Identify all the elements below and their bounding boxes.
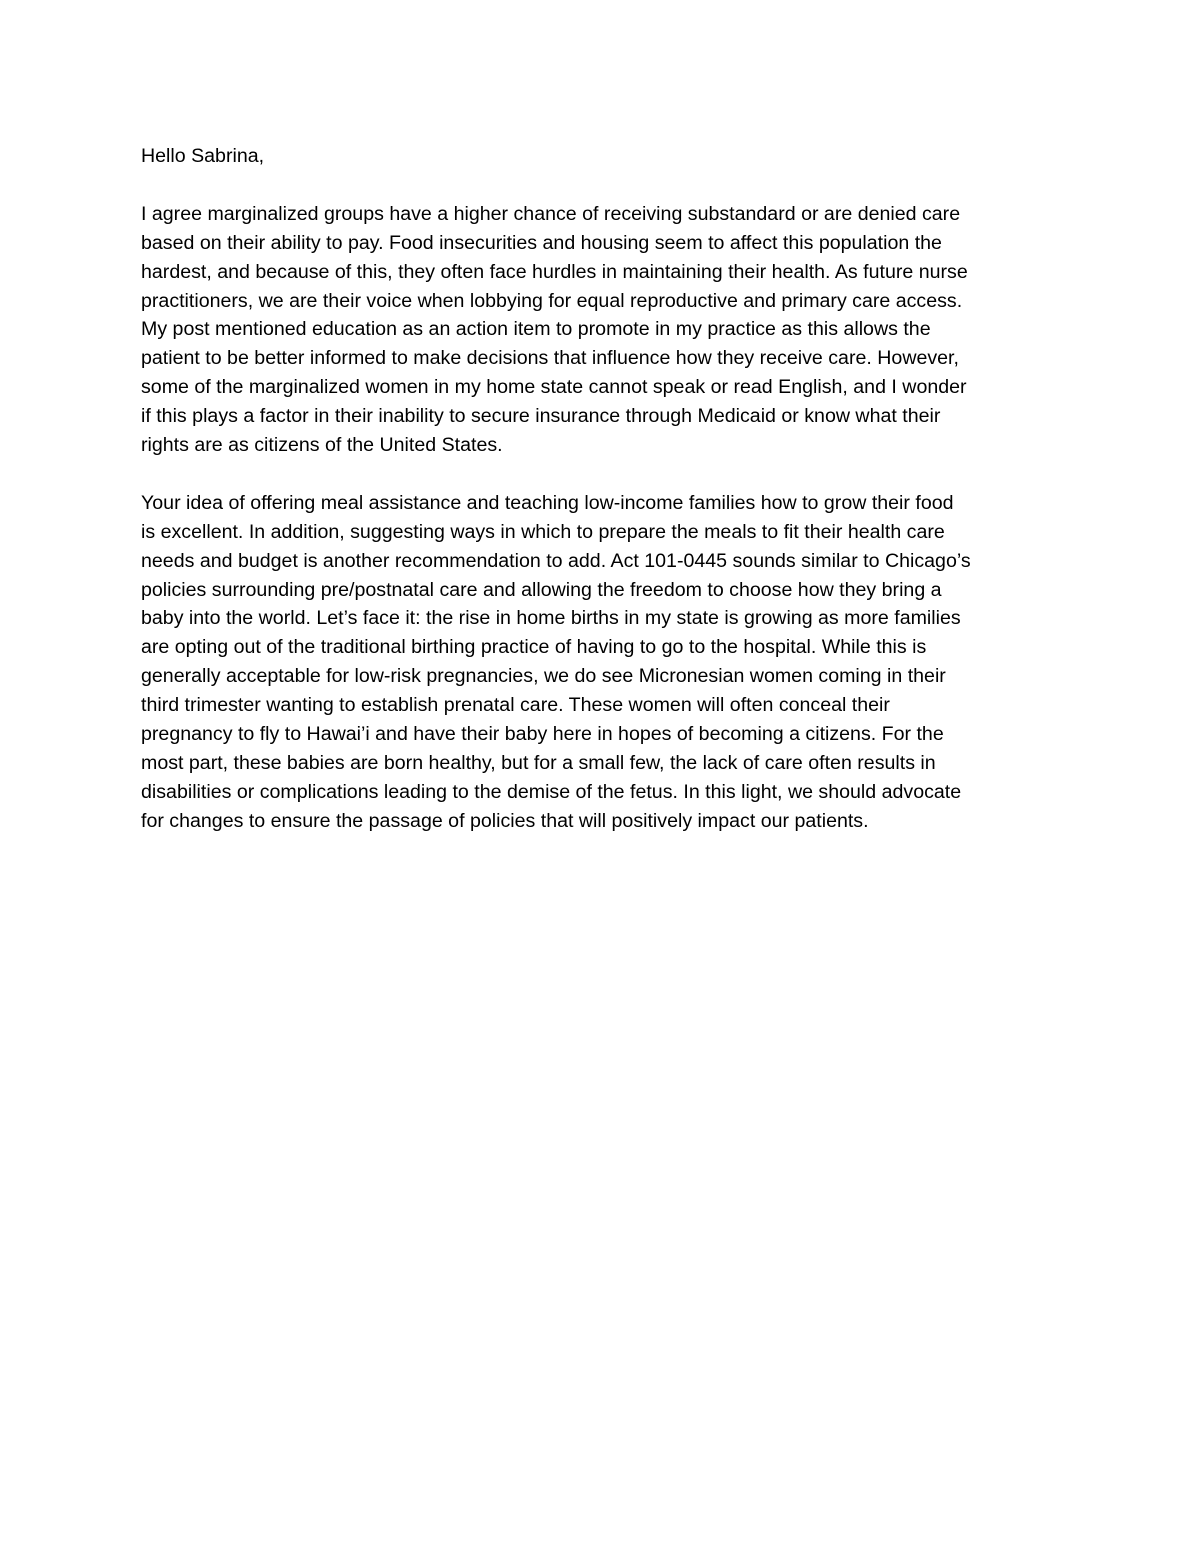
greeting-paragraph bbox=[141, 142, 1061, 171]
paragraph-1-line: practitioners, we are their voice when lobbying for equal reproductive and primary care access. bbox=[141, 289, 963, 312]
paragraph-1-line: My post mentioned education as an action item to promote in my practice as this allows the bbox=[141, 318, 931, 341]
paragraph-2-line: needs and budget is another recommendation to add. Act 101-0445 sounds similar to Chicago’s bbox=[141, 549, 971, 572]
paragraph-2-line: third trimester wanting to establish prenatal care. These women will often conceal their bbox=[141, 694, 890, 717]
paragraph-1-line: hardest, and because of this, they often face hurdles in maintaining their health. As future nurse bbox=[141, 260, 968, 283]
greeting-line: Hello Sabrina, bbox=[141, 145, 265, 167]
paragraph-2-line: for changes to ensure the passage of policies that will positively impact our patients. bbox=[141, 809, 869, 832]
paragraph-1-line: based on their ability to pay. Food insecurities and housing seem to affect this population the bbox=[141, 231, 942, 254]
paragraph-2 bbox=[141, 489, 1061, 836]
paragraph-2-line: generally acceptable for low-risk pregnancies, we do see Micronesian women coming in their bbox=[141, 665, 946, 688]
paragraph-1-line: patient to be better informed to make decisions that influence how they receive care. However, bbox=[141, 347, 959, 370]
paragraph-1-line: if this plays a factor in their inability to secure insurance through Medicaid or know what their bbox=[141, 405, 941, 428]
paragraph-2-line: are opting out of the traditional birthing practice of having to go to the hospital. While this is bbox=[141, 636, 927, 659]
paragraph-2-line: most part, these babies are born healthy, but for a small few, the lack of care often results in bbox=[141, 752, 936, 774]
paragraph-2-line: baby into the world. Let’s face it: the rise in home births in my state is growing as more families bbox=[141, 607, 961, 630]
paragraph-2-line: Your idea of offering meal assistance and teaching low-income families how to grow their food bbox=[141, 491, 954, 514]
paragraph-1-line: rights are as citizens of the United States. bbox=[141, 434, 503, 457]
letter-body bbox=[141, 142, 1061, 865]
paragraph-1 bbox=[141, 200, 1061, 460]
paragraph-2-line: disabilities or complications leading to the demise of the fetus. In this light, we should advocate bbox=[141, 780, 962, 803]
paragraph-2-line: policies surrounding pre/postnatal care and allowing the freedom to choose how they bring a bbox=[141, 578, 942, 601]
paragraph-1-line: I agree marginalized groups have a higher chance of receiving substandard or are denied care bbox=[141, 202, 961, 225]
paragraph-1-line: some of the marginalized women in my home state cannot speak or read English, and I wonder bbox=[141, 376, 967, 399]
paragraph-2-line: is excellent. In addition, suggesting ways in which to prepare the meals to fit their health care bbox=[141, 520, 945, 543]
paragraph-2-line: pregnancy to fly to Hawai’i and have their baby here in hopes of becoming a citizens. For the bbox=[141, 723, 944, 746]
